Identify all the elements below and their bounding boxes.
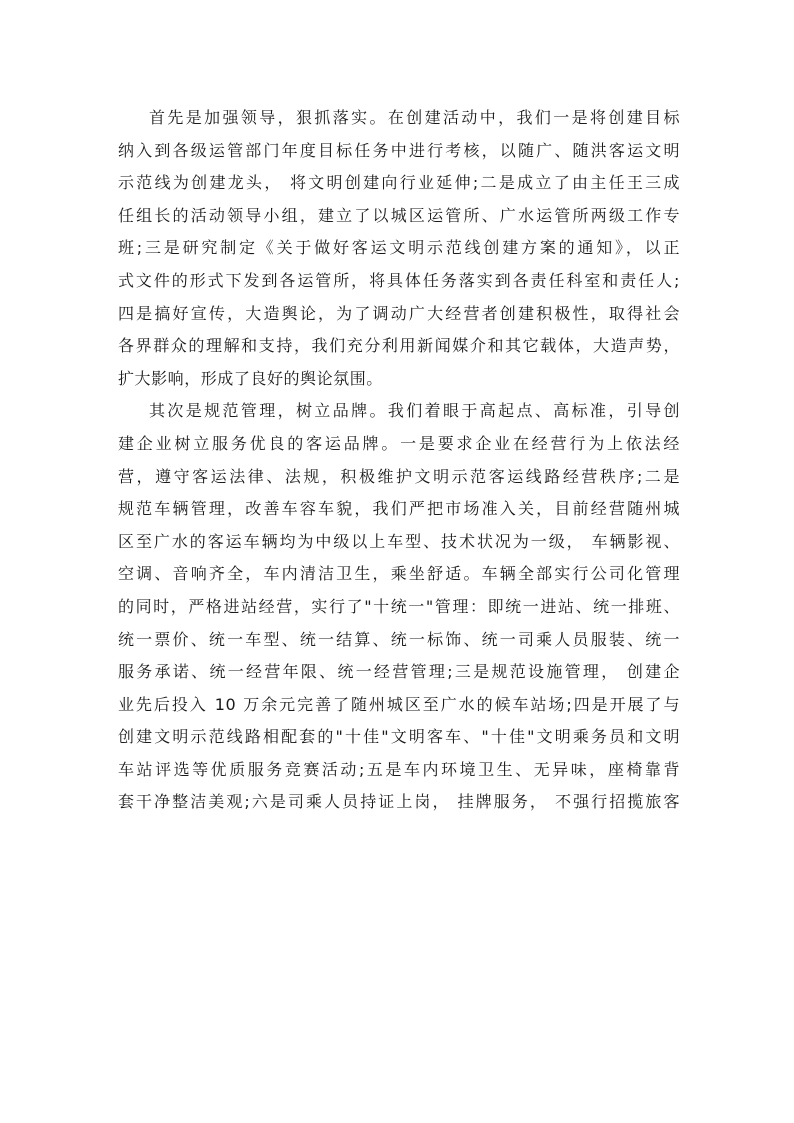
text-line: 规范车辆管理，改善车容车貌，我们严把市场准入关，目前经营随州城 bbox=[118, 499, 680, 519]
text-line: 式文件的形式下发到各运管所，将具体任务落实到各责任科室和责任人; bbox=[118, 270, 680, 290]
text-line: 营，遵守客运法律、法规，积极维护文明示范客运线路经营秩序;二是 bbox=[118, 466, 680, 486]
text-line: 其次是规范管理，树立品牌。我们着眼于高起点、高标准，引导创 bbox=[149, 401, 680, 421]
text-line: 的同时，严格进站经营，实行了"十统一"管理：即统一进站、统一排班、 bbox=[118, 596, 680, 616]
paragraph-management bbox=[118, 395, 680, 819]
paragraph-leadership bbox=[118, 102, 680, 395]
text-line: 班;三是研究制定《关于做好客运文明示范线创建方案的通知》，以正 bbox=[118, 238, 680, 258]
text-line: 首先是加强领导，狠抓落实。在创建活动中，我们一是将创建目标 bbox=[149, 108, 680, 127]
text-line: 各界群众的理解和支持，我们充分利用新闻媒介和其它载体，大造声势， bbox=[118, 336, 680, 356]
text-line: 建企业树立服务优良的客运品牌。一是要求企业在经营行为上依法经 bbox=[118, 433, 680, 453]
text-line: 创建文明示范线路相配套的"十佳"文明客车、"十佳"文明乘务员和文明 bbox=[118, 727, 680, 747]
text-line: 区至广水的客运车辆均为中级以上车型、技术状况为一级， 车辆影视、 bbox=[118, 531, 680, 551]
text-line: 四是搞好宣传，大造舆论，为了调动广大经营者创建积极性，取得社会 bbox=[118, 303, 680, 323]
text-line: 统一票价、统一车型、统一结算、统一标饰、统一司乘人员服装、统一 bbox=[118, 629, 680, 649]
text-line: 车站评选等优质服务竞赛活动;五是车内环境卫生、无异味，座椅靠背 bbox=[118, 759, 680, 779]
text-line: 任组长的活动领导小组，建立了以城区运管所、广水运管所两级工作专 bbox=[118, 205, 680, 225]
text-line: 扩大影响，形成了良好的舆论氛围。 bbox=[118, 368, 383, 388]
text-line: 服务承诺、统一经营年限、统一经营管理;三是规范设施管理， 创建企 bbox=[118, 662, 680, 682]
text-line: 业先后投入 10 万余元完善了随州城区至广水的候车站场;四是开展了与 bbox=[118, 694, 680, 714]
text-line: 纳入到各级运管部门年度目标任务中进行考核，以随广、随洪客运文明 bbox=[118, 140, 680, 160]
text-line: 示范线为创建龙头， 将文明创建向行业延伸;二是成立了由主任王三成 bbox=[118, 173, 680, 193]
text-line: 空调、音响齐全，车内清洁卫生，乘坐舒适。车辆全部实行公司化管理 bbox=[118, 564, 680, 584]
document-body bbox=[118, 102, 680, 819]
text-line: 套干净整洁美观;六是司乘人员持证上岗， 挂牌服务， 不强行招揽旅客 bbox=[118, 792, 680, 812]
